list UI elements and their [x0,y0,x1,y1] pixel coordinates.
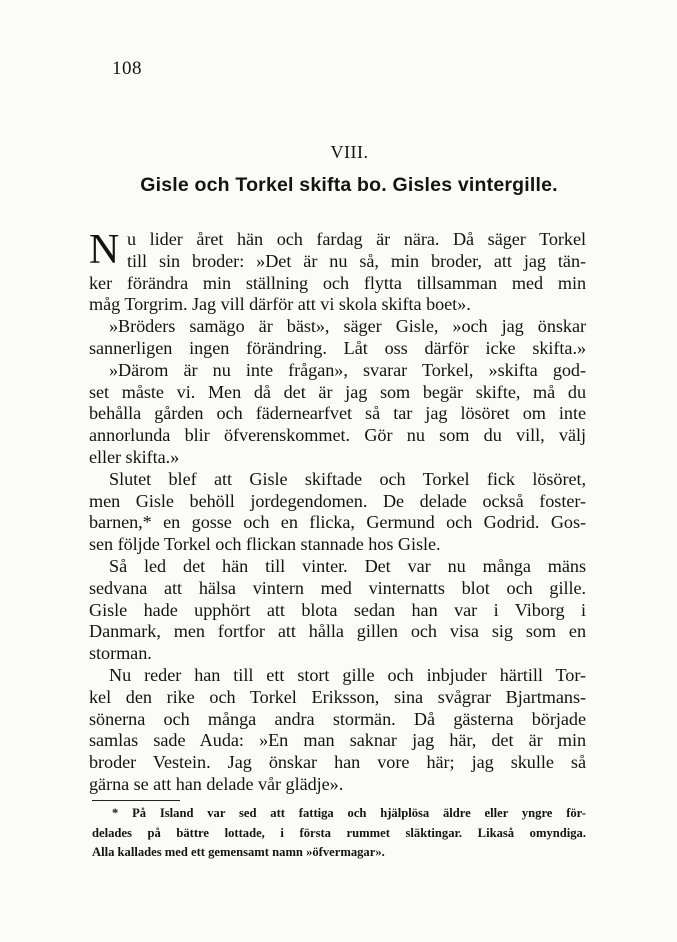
text-line: set måste vi. Men då det är jag som begär skifte, må du [89,381,586,402]
paragraph [89,469,586,556]
chapter-title: Gisle och Torkel skifta bo. Gisles vintergille. [140,174,558,196]
footnote-line: Alla kallades med ett gemensamt namn »öfvermagar». [92,845,385,859]
text-line: u lider året hän och fardag är nära. Då säger Torkel [127,229,586,249]
text-line: Gisle hade upphört att blota sedan han var i Viborg i [89,599,586,620]
paragraph [89,316,586,360]
text-line: broder Vestein. Jag önskar han vore här; jag skulle så [89,752,586,773]
drop-cap: N [89,227,120,273]
text-line: men Gisle behöll jordegendomen. De delade också foster- [89,490,586,511]
text-line: Så led det hän till vinter. Det var nu många mäns [109,555,586,576]
text-line: Nu reder han till ett stort gille och inbjuder härtill Tor- [109,664,586,685]
text-line: sen följde Torkel och flickan stannade hos Gisle. [89,534,441,555]
text-line: sönerna och många andra stormän. Då gästerna började [89,708,586,729]
text-line: Danmark, men fortfor att hålla gillen och visa sig som en [89,621,586,642]
paragraph [89,229,586,316]
text-line: ker förändra min ställning och flytta tillsamman med min [89,272,586,293]
footnote [92,804,586,863]
text-line: eller skifta.» [89,446,180,467]
text-line: annorlunda blir öfverenskommet. Gör nu som du vill, välj [89,425,586,446]
text-line: behålla gården och fädernearfvet så tar jag lösöret om inte [89,403,586,424]
text-line: Slutet blef att Gisle skiftade och Torkel fick lösöret, [109,468,586,489]
text-line: sannerligen ingen förändring. Låt oss därför icke skifta.» [89,337,586,358]
text-line: kel den rike och Torkel Eriksson, sina svågrar Bjartmans- [89,686,586,707]
text-line: måg Torgrim. Jag vill därför att vi skola skifta boet». [89,294,471,315]
paragraph [89,360,586,469]
text-line: till sin broder: »Det är nu så, min broder, att jag tän- [127,250,586,271]
footnote-line: * På Island var sed att fattiga och hjälplösa äldre eller yngre för- [112,806,586,820]
paragraph [89,556,586,665]
text-line: barnen,* en gosse och en flicka, Germund och Godrid. Gos- [89,512,586,533]
text-line: sedvana att hälsa vintern med vinternatts blot och gille. [89,577,586,598]
footnote-line: delades på bättre lottade, i första rummet släktingar. Likaså omyndiga. [92,825,586,840]
paragraph [89,665,586,796]
body-text [89,229,586,796]
footnote-divider [92,800,180,801]
text-line: gärna se att han delade vår glädje». [89,773,344,794]
page-number: 108 [112,58,142,79]
chapter-number: VIII. [330,142,369,162]
text-line: samlas sade Auda: »En man saknar jag här, det är min [89,730,586,751]
text-line: »Därom är nu inte frågan», svarar Torkel, »skifta god- [109,359,586,380]
text-line: »Bröders samägo är bäst», säger Gisle, »och jag önskar [109,316,586,337]
text-line: storman. [89,643,152,664]
